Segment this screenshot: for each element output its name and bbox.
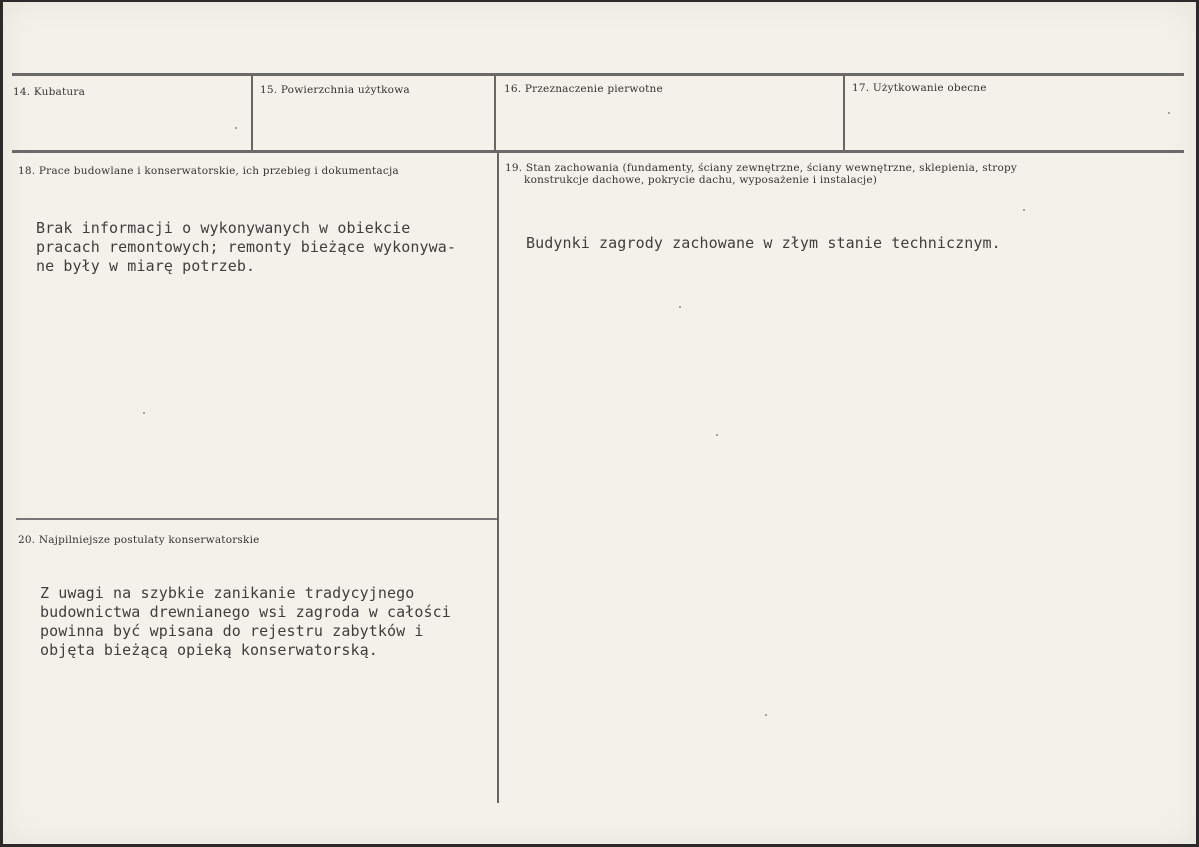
field-20-line: powinna być wpisana do rejestru zabytków i <box>40 622 424 640</box>
paper-speck <box>1023 209 1025 211</box>
field-18-line: ne były w miarę potrzeb. <box>36 257 256 275</box>
main-vertical-divider <box>497 153 499 803</box>
field-19-line: Budynki zagrody zachowane w złym stanie technicznym. <box>526 234 1001 252</box>
field-20-label: 20. Najpilniejsze postulaty konserwatorskie <box>18 534 260 546</box>
field-18-label: 18. Prace budowlane i konserwatorskie, ich przebieg i dokumentacja <box>18 165 399 177</box>
field-16-label: 16. Przeznaczenie pierwotne <box>504 83 663 95</box>
field-20-line: budownictwa drewnianego wsi zagroda w całości <box>40 603 451 621</box>
top-border-rule <box>12 73 1184 76</box>
field-17-label: 17. Użytkowanie obecne <box>852 82 987 94</box>
paper-speck <box>143 412 145 414</box>
divider-15-16 <box>494 76 496 150</box>
record-card <box>3 2 1196 844</box>
field-20-line: Z uwagi na szybkie zanikanie tradycyjnego <box>40 584 415 602</box>
field-19-label-line2: konstrukcje dachowe, pokrycie dachu, wyposażenie i instalacje) <box>524 174 878 186</box>
paper-speck <box>765 714 767 716</box>
divider-16-17 <box>843 76 845 150</box>
paper-speck <box>235 127 237 129</box>
row-divider-rule <box>12 150 1184 153</box>
field-20-line: objęta bieżącą opieką konserwatorską. <box>40 641 378 659</box>
paper-speck <box>1168 112 1170 114</box>
paper-speck <box>716 434 718 436</box>
field-19-label-line1: 19. Stan zachowania (fundamenty, ściany zewnętrzne, ściany wewnętrzne, sklepienia, stropy <box>505 162 1018 174</box>
field-18-line: pracach remontowych; remonty bieżące wykonywa- <box>36 238 457 256</box>
field-14-label: 14. Kubatura <box>13 86 86 98</box>
field-15-label: 15. Powierzchnia użytkowa <box>260 84 410 96</box>
paper-speck <box>679 306 681 308</box>
field-18-line: Brak informacji o wykonywanych w obiekcie <box>36 219 411 237</box>
section-20-top-rule <box>16 518 497 520</box>
divider-14-15 <box>251 76 253 150</box>
